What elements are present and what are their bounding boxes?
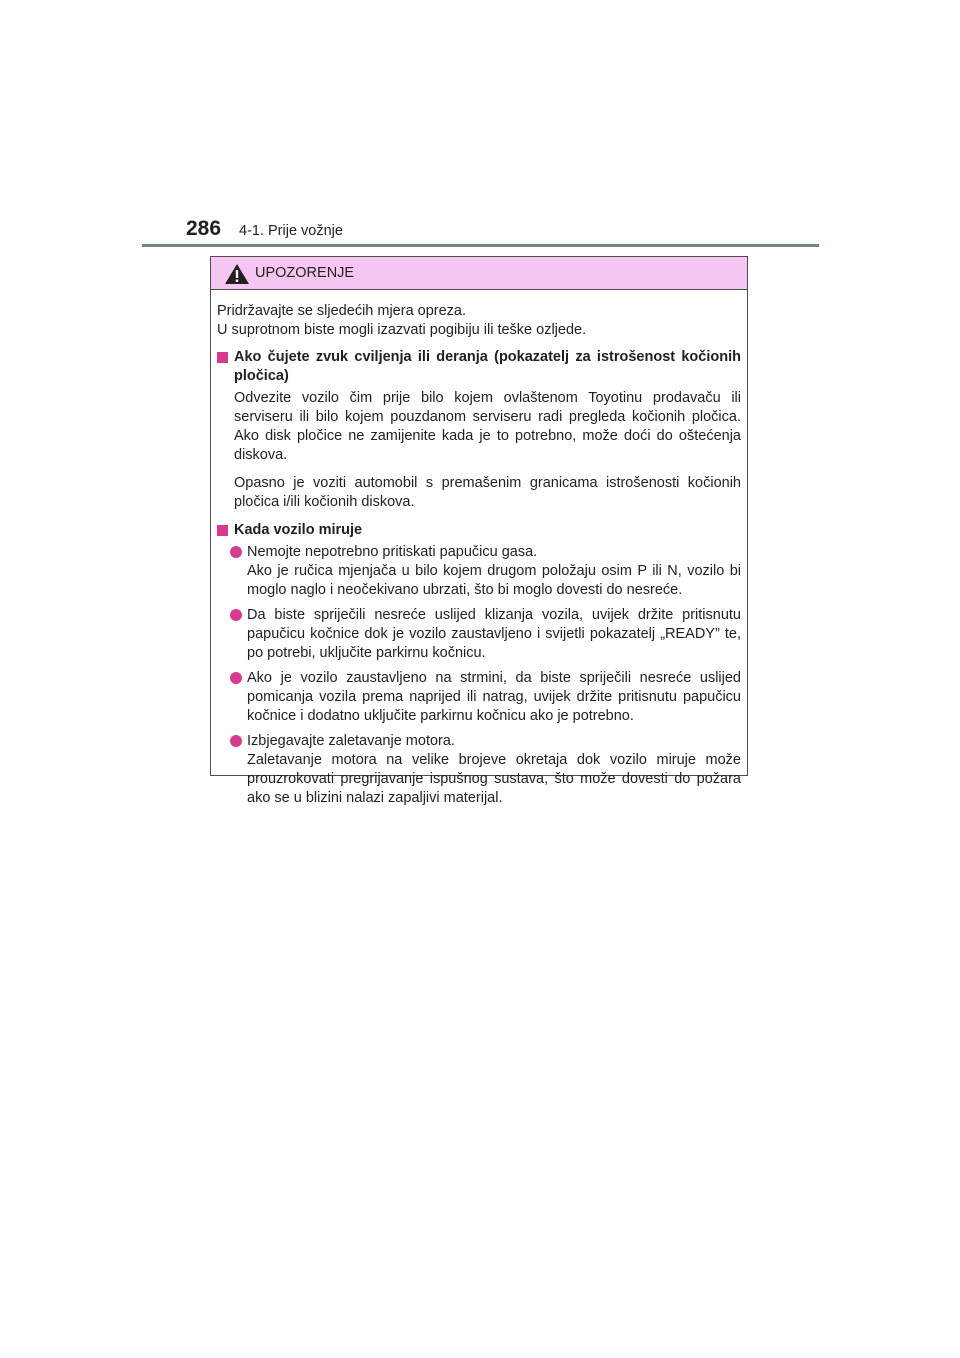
section-heading-text: Kada vozilo miruje (234, 522, 363, 538)
page-header (186, 216, 826, 246)
list-item (217, 606, 741, 663)
round-bullet-icon (230, 672, 242, 684)
list-item-line: Izbjegavajte zaletavanje motora. (247, 733, 455, 749)
warning-box (210, 256, 748, 806)
paragraph: Opasno je voziti automobil s premašenim granicama istrošenosti kočionih pločica i/ili kočionih diskova. (234, 475, 741, 510)
list-item (217, 669, 741, 726)
square-bullet-icon (217, 525, 228, 536)
list-item-line: Da biste spriječili nesreće uslijed klizanja vozila, uvijek držite pritisnutu papučicu kočnice dok je vozilo zaustavljeno i svijetli pokazatelj „READY” te, po potrebi, uključite parkirnu kočnicu. (247, 607, 741, 661)
warning-body (211, 290, 747, 808)
square-bullet-icon (217, 352, 228, 363)
intro-line: Pridržavajte se sljedećih mjera opreza. (217, 303, 467, 319)
section-title: 4-1. Prije vožnje (239, 223, 343, 239)
section-heading (217, 521, 741, 540)
list-item (217, 732, 741, 808)
warning-title: UPOZORENJE (255, 265, 355, 281)
list-item-line: Zaletavanje motora na velike brojeve okretaja dok vozilo miruje može prouzrokovati pregrijavanje ispušnog sustava, što može dovesti do požara ako se u blizini nalazi zapaljivi materijal. (247, 752, 741, 806)
page-number: 286 (186, 217, 222, 240)
list-item-line: Ako je vozilo zaustavljeno na strmini, da biste spriječili nesreće uslijed pomicanja vozila prema naprijed ili natrag, uvijek držite pritisnutu papučicu kočnice i dodatno uključite parkirnu kočnicu ako je potrebno. (247, 670, 741, 724)
list-item-line: Nemojte nepotrebno pritiskati papučicu gasa. (247, 544, 538, 560)
round-bullet-icon (230, 735, 242, 747)
intro-line: U suprotnom biste mogli izazvati pogibiju ili teške ozljede. (217, 322, 587, 338)
round-bullet-icon (230, 546, 242, 558)
list-item (217, 543, 741, 600)
round-bullet-icon (230, 609, 242, 621)
list-item-line: Ako je ručica mjenjača u bilo kojem drugom položaju osim P ili N, vozilo bi moglo naglo i neočekivano ubrzati, što bi moglo dovesti do nesreće. (247, 563, 741, 598)
section-heading (217, 348, 741, 386)
warning-intro (217, 302, 741, 340)
paragraph: Odvezite vozilo čim prije bilo kojem ovlaštenom Toyotinu prodavaču ili serviseru ili bilo kojem pouzdanom serviseru radi pregleda kočionih pločica. Ako disk pločice ne zamijenite kada je to potrebno, može doći do oštećenja diskova. (234, 390, 741, 463)
warning-triangle-icon (225, 264, 249, 284)
warning-header (211, 257, 747, 290)
header-rule (142, 244, 819, 247)
section-heading-text: Ako čujete zvuk cviljenja ili deranja (pokazatelj za istrošenost kočionih pločica) (234, 349, 741, 384)
